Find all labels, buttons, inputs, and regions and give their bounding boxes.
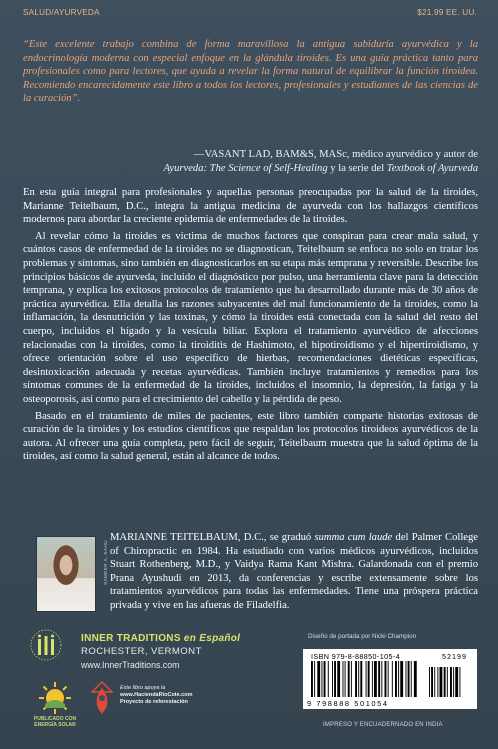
author-photo [36, 536, 96, 612]
author-bio [110, 531, 478, 613]
isbn-digits: 9 798888 501054 [307, 699, 389, 708]
description-paragraph-3: Basado en el tratamiento de miles de pacientes, este libro también comparte historias exitosas de curación de la tiroides y los estudios científicos que respaldan los protocolos tiroideos ayurvédicos de la autora. Al ofrecer una guía completa, pero fácil de seguir, Teitelbaum muestra que la salud óptima de la tiroides, así como la salud general, están al alcance de todos. [23, 410, 478, 463]
reforestation-text [120, 685, 216, 706]
author-bio-honor: summa cum laude [314, 532, 393, 543]
author-bio-start: MARIANNE TEITELBAUM, D.C., se graduó [110, 532, 315, 543]
cover-design-credit: Diseño de portada por Nicki Champion [308, 633, 417, 640]
barcode-graphic [311, 661, 469, 699]
attribution-author: —VASANT LAD, BAM&S, MASc, médico ayurvédico y autor de [193, 149, 478, 160]
description-paragraph-1: En esta guía integral para profesionales y aquellas personas preocupadas por la salud de la tiroides, Marianne Teitelbaum, D.C., integra la antigua medicina de ayurveda con los hallazgos científicos modernos para abordar la creciente epidemia de enfermedades de la tiroides. [23, 187, 478, 226]
attribution-books [148, 162, 478, 176]
photo-credit: SAMEER A. KAHU [103, 540, 108, 586]
publisher-name-es: en Español [183, 633, 241, 644]
isbn-text: ISBN 979-8-88850-105-4 [311, 652, 401, 661]
publisher-name [81, 633, 240, 644]
description [23, 186, 478, 467]
publisher-info [81, 633, 240, 670]
solar-label-2: ENERGÍA SOLAR [34, 722, 76, 728]
reforestation-line-2: Proyecto de reforestación [120, 699, 188, 705]
publisher-city: ROCHESTER, VERMONT [81, 646, 202, 657]
sun-icon [37, 680, 73, 716]
barcode-block [303, 649, 477, 709]
author-bio-rest: del Palmer College of Chiropractic en 1984. Ha estudiado con varios médicos ayurvédicos, incluidos Stuart Rothenberg, M.D., y Vaidya Rama Kant Mishra. Galardonada con el premio Prana Ayushudi en 2013, da conferencias y escribe extensamente sobre los tratamientos ayurvédicos para todas las enfermedades. Tiene una próspera práctica privada y vive en las afueras de Filadelfia. [110, 532, 478, 611]
reforestation-logo-icon [88, 680, 116, 716]
book-title-self-healing: Ayurveda: The Science of Self-Healing [163, 162, 328, 174]
category-label: SALUD/AYURVEDA [23, 8, 100, 17]
reforestation-line-1: Este libro apoya la [120, 685, 166, 691]
attribution-connector: y la serie del [327, 162, 387, 174]
book-title-textbook: Textbook of Ayurveda [386, 162, 478, 174]
top-bar [23, 8, 477, 17]
solar-label-1: PUBLICADO CON [33, 716, 77, 722]
solar-badge [30, 680, 80, 738]
endorsement-attribution [148, 148, 478, 175]
publisher-url: www.InnerTraditions.com [81, 660, 180, 670]
description-paragraph-2: Al revelar cómo la tiroides es víctima de muchos factores que conspiran para crear mala salud, y cuántos casos de enfermedad de la tiroides no se diagnostican, Teitelbaum se enfoca no solo en tratar los problemas y síntomas, sino también en diagnosticarlos en su etapa más temprana y reversible. Describe los principios básicos de ayurveda, incluido el diagnóstico por pulso, una herramienta clave para la detección temprana, y explica los exitosos protocolos de tratamiento que ha desarrollado durante más de 30 años de práctica ayurvédica. Ella detalla las razones subyacentes del mal funcionamiento de la tiroides, como la inflamación, la desnutrición y las toxinas, y cómo la tiroides está conectada con la salud del resto del cuerpo, incluidos el hígado y la vesícula biliar. Explora el tratamiento ayurvédico de afecciones relacionadas con la tiroides, como la tiroiditis de Hashimoto, el hipotiroidismo y el hipertiroidismo, y ofrece orientación sobre el uso específico de hierbas, recomendaciones dietéticas específicas, desintoxicación adecuada y recetas ayurvédicas. También incluye tratamientos y remedios para los síntomas comunes de la enfermedad de la tiroides, incluidos el insomnio, la depresión, la fatiga y la osteoporosis, así como para el crecimiento del cabello y la pérdida de peso. [23, 230, 478, 405]
publisher-name-main: INNER TRADITIONS [81, 633, 184, 644]
publisher-logo-icon [28, 627, 64, 669]
print-credit: IMPRESO Y ENCUADERNADO EN INDIA [323, 722, 443, 728]
reforestation-url: www.HaciendaRioCote.com [120, 692, 193, 698]
price-code: 52199 [442, 652, 467, 661]
endorsement-quote: “Este excelente trabajo combina de forma maravillosa la antigua sabiduría ayurvédica y la endocrinología moderna con especial enfoque en la glándula tiroides. Es una guía práctica tanto para profesionales como para lectores, que ayuda a revelar la forma natural de equilibrar la función tiroidea. Recomiendo encarecidamente este libro a todos los lectores, profesionales y estudiantes de las ciencias de la curación”. [23, 39, 478, 105]
price-label: $21.99 EE. UU. [417, 8, 477, 17]
